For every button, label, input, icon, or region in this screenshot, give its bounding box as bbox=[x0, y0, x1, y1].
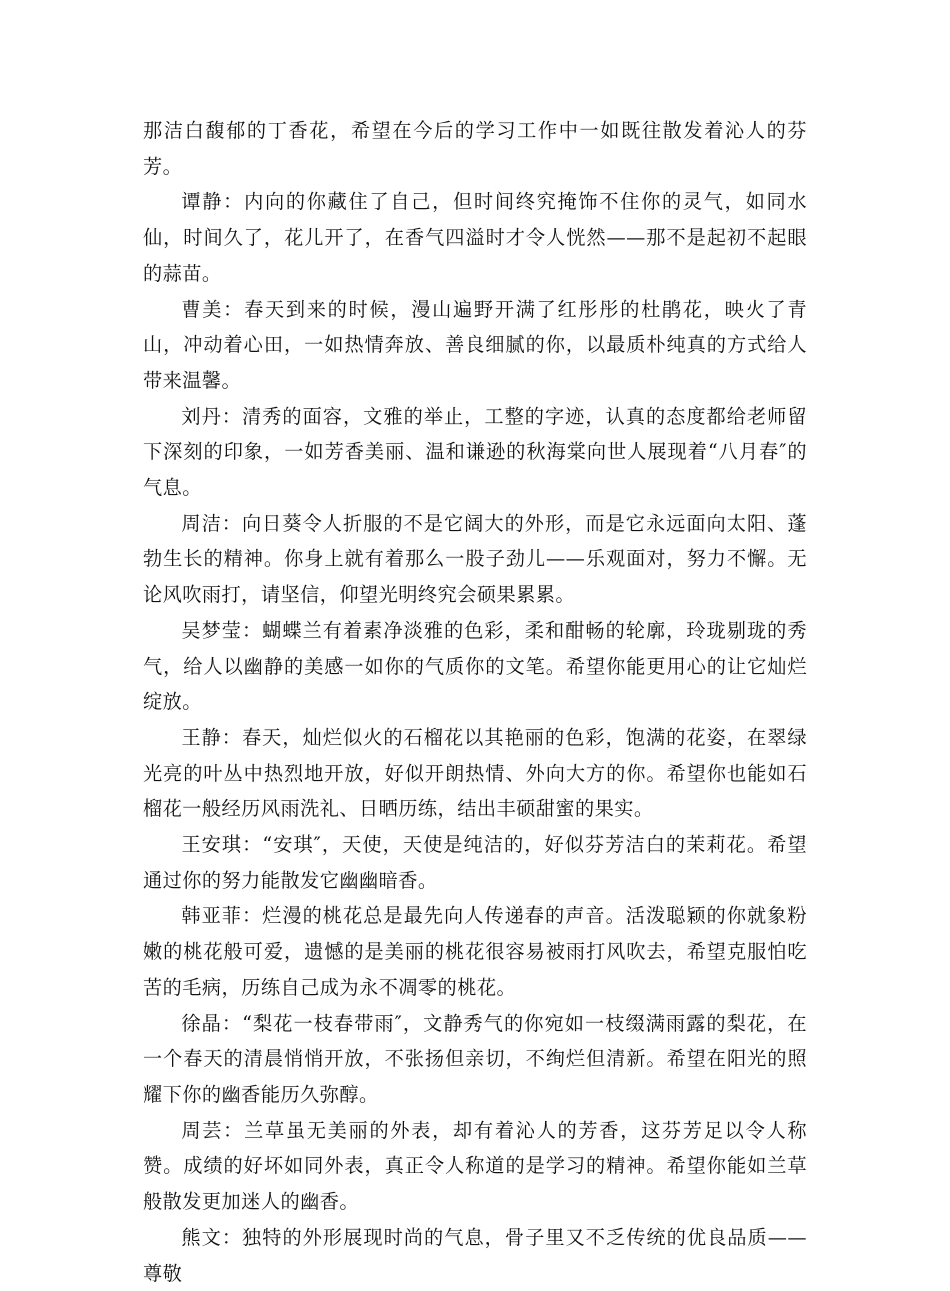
paragraph-liu-dan: 刘丹：清秀的面容，文雅的举止，工整的字迹，认真的态度都给老师留下深刻的印象，一如芳香美丽、温和谦逊的秋海棠向世人展现着“八月春″的气息。 bbox=[143, 404, 807, 500]
paragraph-wu-mengying: 吴梦莹：蝴蝶兰有着素净淡雅的色彩，柔和酣畅的轮廓，玲珑剔珑的秀气，给人以幽静的美感一如你的气质你的文笔。希望你能更用心的让它灿烂绽放。 bbox=[143, 618, 807, 714]
paragraph-xiong-wen: 熊文：独特的外形展现时尚的气息，骨子里又不乏传统的优良品质——尊敬 bbox=[143, 1225, 807, 1285]
paragraph-wang-jing: 王静：春天，灿烂似火的石榴花以其艳丽的色彩，饱满的花姿，在翠绿光亮的叶丛中热烈地开放，好似开朗热情、外向大方的你。希望你也能如石榴花一般经历风雨洗礼、日晒历练，结出丰硕甜蜜的果实。 bbox=[143, 725, 807, 821]
document-body bbox=[143, 113, 807, 1291]
paragraph-zhou-jie: 周洁：向日葵令人折服的不是它阔大的外形，而是它永远面向太阳、蓬勃生长的精神。你身上就有着那么一股子劲儿——乐观面对，努力不懈。无论风吹雨打，请坚信，仰望光明终究会硕果累累。 bbox=[143, 511, 807, 607]
paragraph-zhou-yun: 周芸：兰草虽无美丽的外表，却有着沁人的芳香，这芬芳足以令人称赞。成绩的好坏如同外表，真正令人称道的是学习的精神。希望你能如兰草般散发更加迷人的幽香。 bbox=[143, 1118, 807, 1214]
paragraph-tan-jing: 谭静：内向的你藏住了自己，但时间终究掩饰不住你的灵气，如同水仙，时间久了，花儿开了，在香气四溢时才令人恍然——那不是起初不起眼的蒜苗。 bbox=[143, 190, 807, 285]
paragraph-cao-mei: 曹美：春天到来的时候，漫山遍野开满了红彤彤的杜鹃花，映火了青山，冲动着心田，一如热情奔放、善良细腻的你，以最质朴纯真的方式给人带来温馨。 bbox=[143, 297, 807, 392]
paragraph-xu-jing: 徐晶：“梨花一枝春带雨″，文静秀气的你宛如一枝缀满雨露的梨花，在一个春天的清晨悄悄开放，不张扬但亲切，不绚烂但清新。希望在阳光的照耀下你的幽香能历久弥醇。 bbox=[143, 1011, 807, 1106]
paragraph-wang-anqi: 王安琪：“安琪″，天使，天使是纯洁的，好似芬芳洁白的茉莉花。希望通过你的努力能散发它幽幽暗香。 bbox=[143, 833, 807, 892]
paragraph-continuation: 那洁白馥郁的丁香花，希望在今后的学习工作中一如既往散发着沁人的芬芳。 bbox=[143, 119, 807, 178]
paragraph-han-yafei: 韩亚菲：烂漫的桃花总是最先向人传递春的声音。活泼聪颖的你就象粉嫩的桃花般可爱，遗憾的是美丽的桃花很容易被雨打风吹去，希望克服怕吃苦的毛病，历练自己成为永不凋零的桃花。 bbox=[143, 904, 807, 999]
